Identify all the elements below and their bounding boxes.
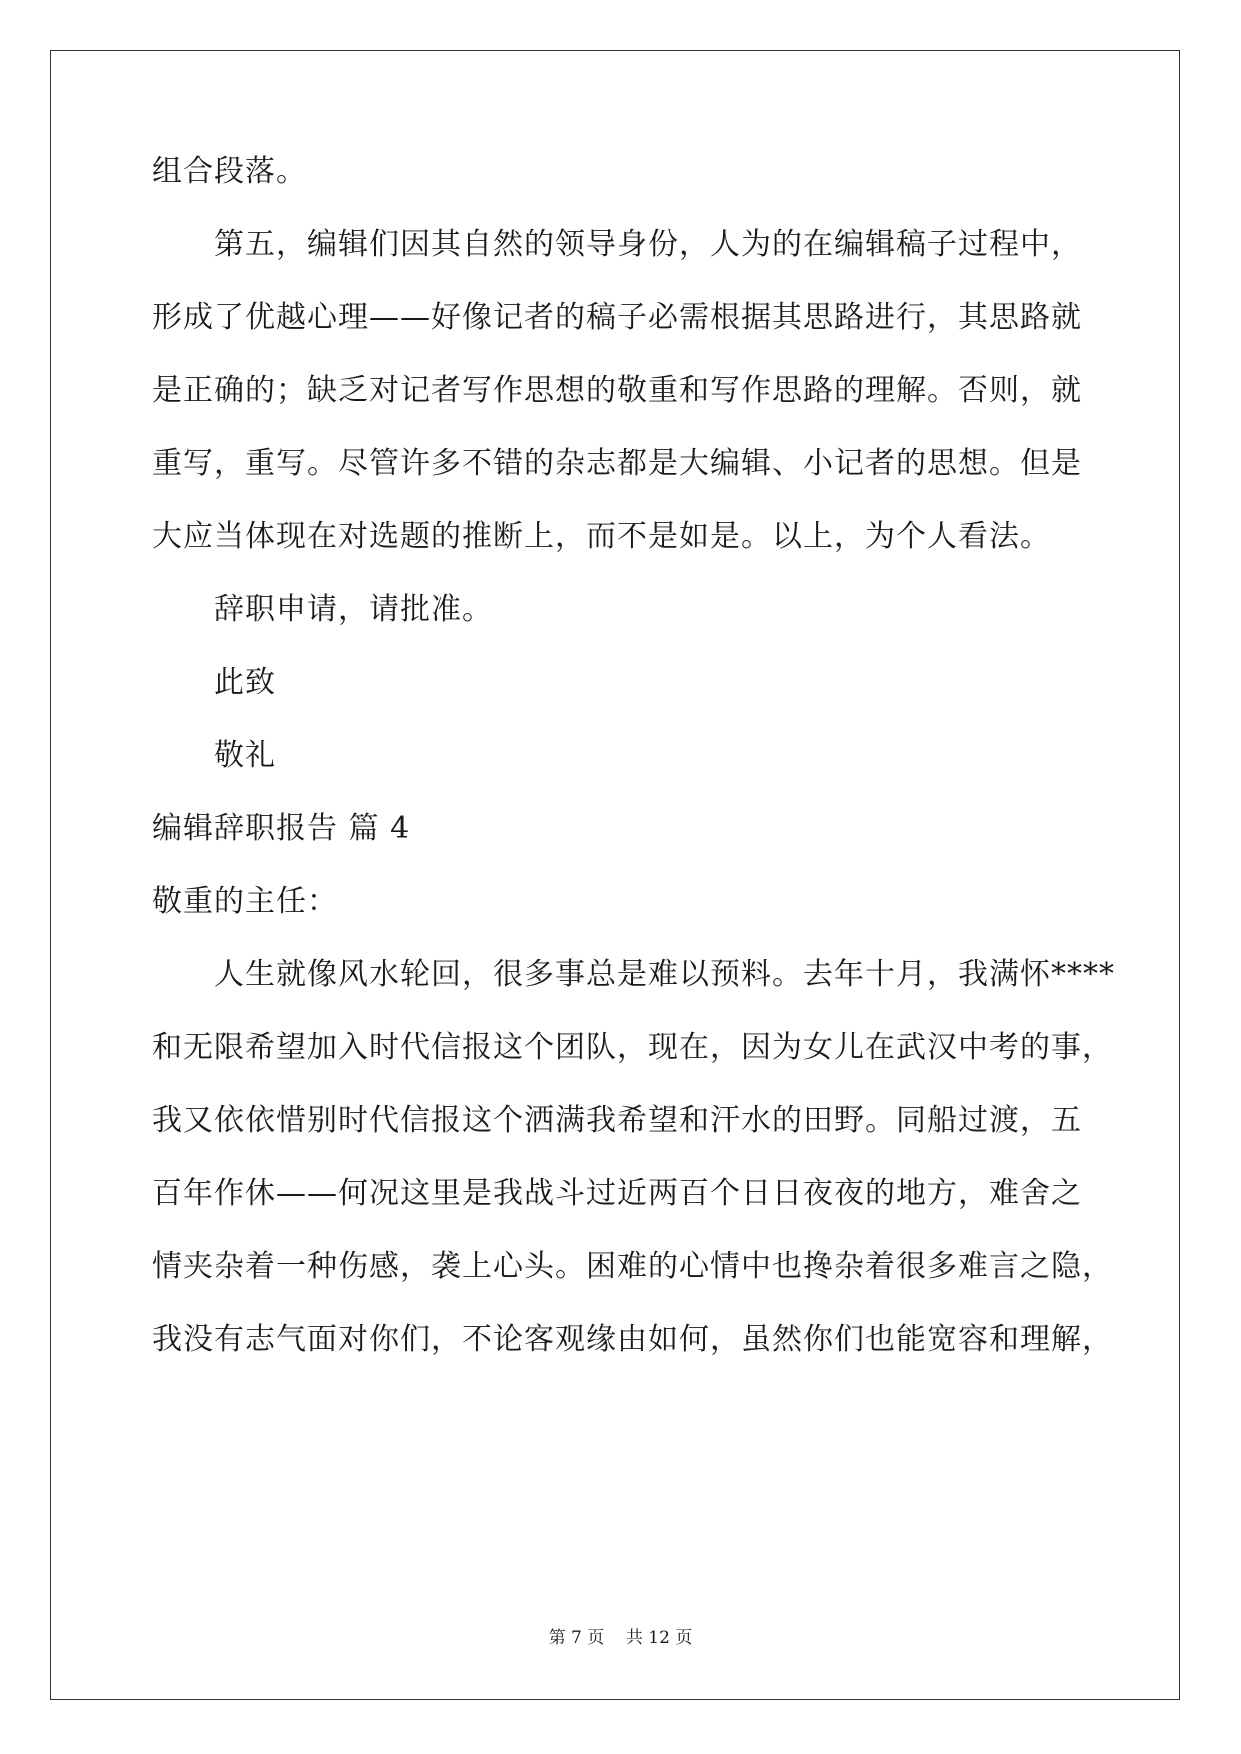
paragraph-line: 组合段落。 bbox=[152, 154, 307, 189]
paragraph-line: 人生就像风水轮回，很多事总是难以预料。去年十月，我满怀**** bbox=[214, 957, 1115, 992]
salutation: 敬重的主任： bbox=[152, 884, 338, 919]
paragraph-line: 是正确的；缺乏对记者写作思想的敬重和写作思路的理解。否则，就 bbox=[152, 373, 1082, 408]
paragraph-line: 我没有志气面对你们，不论客观缘由如何，虽然你们也能宽容和理解， bbox=[152, 1322, 1113, 1357]
paragraph-line: 此致 bbox=[214, 665, 276, 700]
section-heading: 编辑辞职报告 篇 4 bbox=[152, 811, 411, 846]
paragraph-line: 敬礼 bbox=[214, 738, 276, 773]
page-number-footer: 第 7 页 共 12 页 bbox=[548, 1628, 693, 1648]
paragraph-line: 重写，重写。尽管许多不错的杂志都是大编辑、小记者的思想。但是 bbox=[152, 446, 1082, 481]
paragraph-line: 形成了优越心理——好像记者的稿子必需根据其思路进行，其思路就 bbox=[152, 300, 1082, 335]
paragraph-line: 辞职申请，请批准。 bbox=[214, 592, 493, 627]
paragraph-line: 和无限希望加入时代信报这个团队，现在，因为女儿在武汉中考的事， bbox=[152, 1030, 1113, 1065]
paragraph-line: 我又依依惜别时代信报这个洒满我希望和汗水的田野。同船过渡，五 bbox=[152, 1103, 1082, 1138]
paragraph-line: 百年作休——何况这里是我战斗过近两百个日日夜夜的地方，难舍之 bbox=[152, 1176, 1082, 1211]
paragraph-line: 大应当体现在对选题的推断上，而不是如是。以上，为个人看法。 bbox=[152, 519, 1051, 554]
paragraph-line: 情夹杂着一种伤感，袭上心头。困难的心情中也搀杂着很多难言之隐， bbox=[152, 1249, 1113, 1284]
paragraph-line: 第五，编辑们因其自然的领导身份，人为的在编辑稿子过程中， bbox=[214, 227, 1082, 262]
